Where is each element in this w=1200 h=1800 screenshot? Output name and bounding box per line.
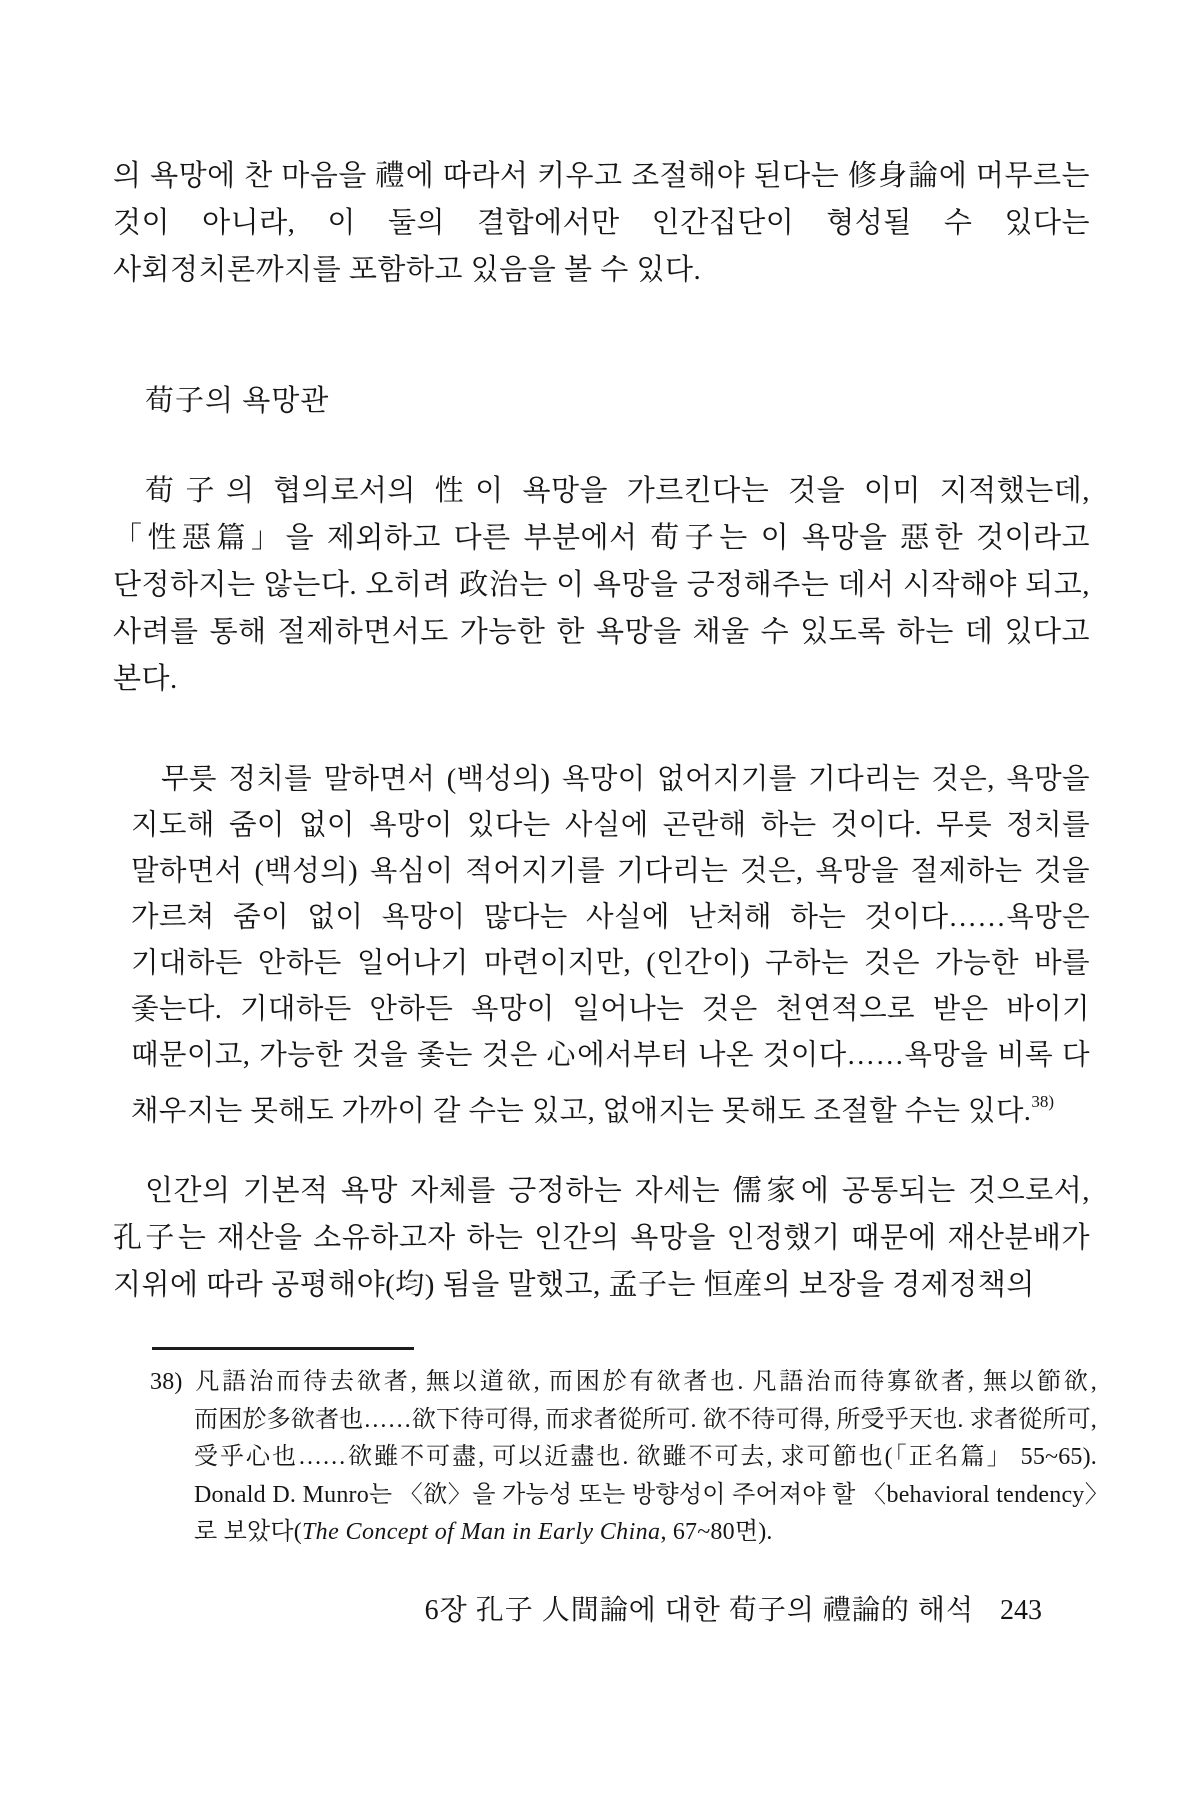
paragraph-closing: 인간의 기본적 욕망 자체를 긍정하는 자세는 儒家에 공통되는 것으로서, 孔子는 재산을 소유하고자 하는 인간의 욕망을 인정했기 때문에 재산분배가 지위에 따라 공평해야(均) 됨을 말했고, 孟子는 恒産의 보장을 경제정책의 [113, 1175, 1090, 1301]
paragraph-intro: 荀子의 협의로서의 性이 욕망을 가르킨다는 것을 이미 지적했는데, 「性惡篇」을 제외하고 다른 부분에서 荀子는 이 욕망을 惡한 것이라고 단정하지는 않는다. 오히려 政治는 이 욕망을 긍정해주는 데서 시작해야 되고, 사려를 통해 절제하면서도 가능한 한 욕망을 채울 수 있도록 하는 데 있다고 본다. [113, 475, 1090, 695]
page-number: 243 [1000, 1595, 1042, 1626]
section-heading: 荀子의 욕망관 [145, 385, 330, 417]
footnote-text: 凡語治而待去欲者, 無以道欲, 而困於有欲者也. 凡語治而待寡欲者, 無以節欲, 而困於多欲者也……欲下待可得, 而求者從所可. 欲不待可得, 所受乎天也. 求者從所可, 受乎心也……欲雖不可盡, 可以近盡也. 欲雖不可去, 求可節也(「正名篇」 55~65). Donald D. Munro는 〈欲〉을 가능성 또는 방향성이 주어져야 할 〈behavioral tendency〉로 보았다( [192, 1369, 1097, 1545]
footnote-reference: 38) [1031, 1092, 1054, 1111]
page-footer [0, 1588, 1200, 1628]
footnote-38 [150, 1364, 1097, 1552]
footnote-area [150, 1347, 1097, 1552]
paragraph-continuation: 의 욕망에 찬 마음을 禮에 따라서 키우고 조절해야 된다는 修身論에 머무르는 것이 아니라, 이 둘의 결합에서만 인간집단이 형성될 수 있다는 사회정치론까지를 포함하고 있음을 볼 수 있다. [113, 160, 1090, 286]
footnote-label: 38) [150, 1369, 183, 1395]
running-title: 6장 孔子 人間論에 대한 荀子의 禮論的 해석 [424, 1595, 974, 1626]
quote-text: 무릇 정치를 말하면서 (백성의) 욕망이 없어지기를 기다리는 것은, 욕망을 지도해 줌이 없이 욕망이 있다는 사실에 곤란해 하는 것이다. 무릇 정치를 말하면서 (백성의) 욕심이 적어지기를 기다리는 것은, 욕망을 절제하는 것을 가르쳐 줌이 없이 욕망이 많다는 사실에 난처해 하는 것이다……욕망은 기대하든 안하든 일어나기 마련이지만, (인간이) 구하는 것은 가능한 바를 좇는다. 기대하든 안하든 욕망이 일어나는 것은 천연적으로 받은 바이기 때문이고, 가능한 것을 좇는 것은 心에서부터 나온 것이다……욕망을 비록 다 채우지는 못해도 가까이 갈 수는 있고, 없애지는 못해도 조절할 수는 있다. [131, 764, 1090, 1127]
footnote-book-title: The Concept of Man in Early China [301, 1519, 661, 1545]
block-quote [131, 757, 1090, 1135]
footnote-text-after: , 67~80면). [660, 1519, 773, 1545]
footnote-separator [152, 1347, 414, 1350]
